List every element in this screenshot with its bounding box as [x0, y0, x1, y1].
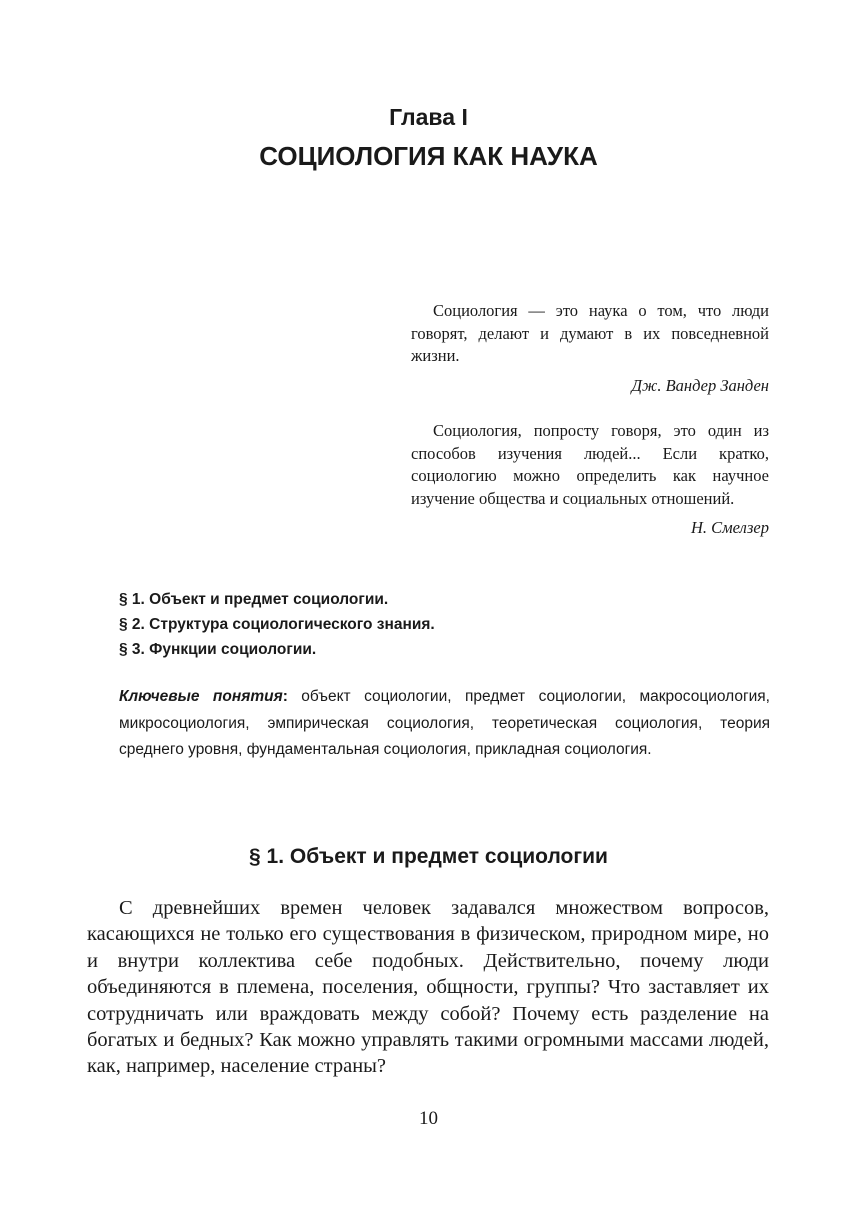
- epigraph-author: Н. Смелзер: [690, 518, 769, 537]
- chapter-contents: [119, 587, 779, 662]
- toc-item: § 2. Структура социологического знания.: [119, 616, 435, 633]
- key-concepts-label: Ключевые понятия: [119, 688, 283, 705]
- body-paragraph: С древнейших времен человек задавался множеством вопросов, касающихся не только его существования в физическом, природном мире, но и внутри коллектива себе подобных. Действительно, почему люди объединяются в племена, поселения, общности, группы? Что заставляет их сотрудничать или враждовать между собой? Почему есть разделение на богатых и бедных? Как можно управлять такими огромными массами людей, как, например, население страны?: [87, 897, 769, 1078]
- key-concepts-colon: :: [282, 688, 288, 705]
- key-concepts: [119, 684, 770, 764]
- page-number: 10: [419, 1108, 438, 1129]
- epigraph-text: Социология — это наука о том, что люди говорят, делают и думают в их повседневной жизни.: [411, 301, 769, 365]
- epigraph-text: Социология, попросту говоря, это один из способов изучения людей... Если кратко, социологию можно определить как научное изучение общества и социальных отношений.: [411, 421, 769, 508]
- epigraph: [411, 420, 769, 540]
- chapter-number: Глава I: [389, 104, 468, 130]
- epigraph: [411, 300, 769, 397]
- toc-item: § 3. Функции социологии.: [119, 641, 317, 658]
- section-title: § 1. Объект и предмет социологии: [249, 845, 608, 868]
- chapter-title: СОЦИОЛОГИЯ КАК НАУКА: [259, 141, 598, 171]
- epigraph-author: Дж. Вандер Занден: [631, 375, 769, 395]
- toc-item: § 1. Объект и предмет социологии.: [119, 591, 389, 608]
- key-concepts-text: объект социологии, предмет социологии, макросоциология, микросоциология, эмпирическая социология, теоретическая социология, теория среднего уровня, фундаментальная социология, прикладная социология.: [119, 688, 770, 758]
- chapter-heading: [0, 100, 857, 176]
